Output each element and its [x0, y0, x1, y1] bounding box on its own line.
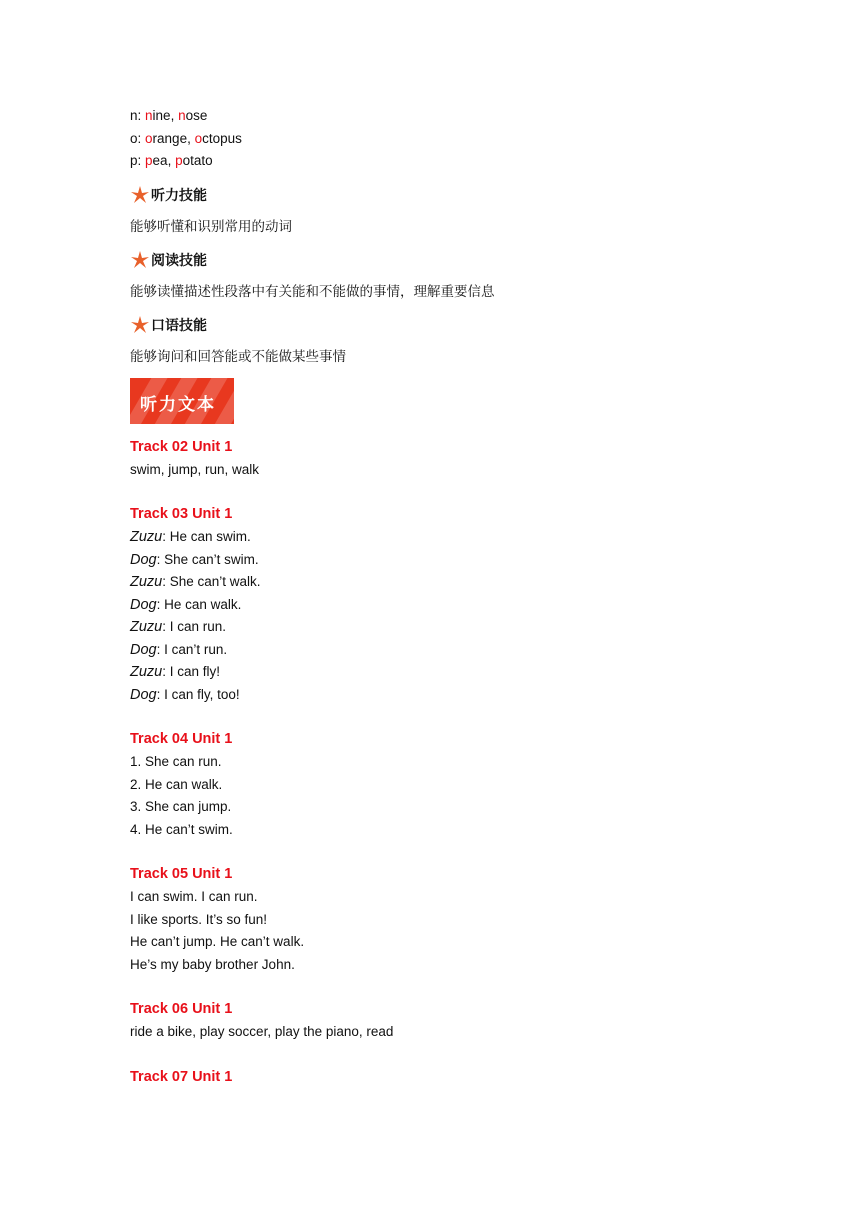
starfish-icon	[130, 315, 150, 335]
dialog-line: Dog: She can’t swim.	[130, 551, 259, 568]
track-line: 4. He can’t swim.	[130, 821, 233, 837]
skill-title: 口语技能	[151, 316, 207, 333]
listening-text-banner	[130, 378, 234, 424]
skill-title: 听力技能	[151, 186, 207, 203]
track-line: ride a bike, play soccer, play the piano, read	[130, 1024, 394, 1039]
skill-heading-reading	[130, 248, 810, 272]
track-line: I like sports. It’s so fun!	[130, 911, 268, 927]
dialog-line: Zuzu: I can run.	[130, 619, 227, 635]
track-title: Track 06 Unit 1	[130, 1001, 233, 1017]
track-title: Track 03 Unit 1	[130, 506, 233, 522]
dialog-line: Dog: I can fly, too!	[130, 686, 240, 703]
dialog-line: Dog: I can’t run.	[130, 641, 228, 658]
phonics-line-n: n: nine, nose	[130, 108, 208, 123]
skill-heading-listening	[130, 183, 810, 207]
track-line: He can’t jump. He can’t walk.	[130, 934, 305, 949]
skill-description: 能够读懂描述性段落中有关能和不能做的事情，理解重要信息	[130, 283, 495, 299]
dialog-line: Zuzu: I can fly!	[130, 664, 221, 680]
track-line: 1. She can run.	[130, 754, 222, 769]
phonics-line-o: o: orange, octopus	[130, 130, 242, 146]
skill-description: 能够询问和回答能或不能做某些事情	[130, 348, 346, 364]
banner-text: 听力文本	[140, 394, 216, 415]
track-line: I can swim. I can run.	[130, 889, 258, 904]
track-line: swim, jump, run, walk	[130, 461, 260, 477]
track-line: 2. He can walk.	[130, 776, 223, 792]
track-title: Track 05 Unit 1	[130, 866, 233, 882]
skill-heading-speaking	[130, 313, 810, 337]
skill-description: 能够听懂和识别常用的动词	[130, 218, 292, 234]
track-line: 3. She can jump.	[130, 799, 232, 814]
skill-title: 阅读技能	[151, 251, 207, 268]
document-page	[130, 105, 810, 1089]
starfish-icon	[130, 250, 150, 270]
track-title: Track 04 Unit 1	[130, 731, 233, 747]
dialog-line: Zuzu: She can’t walk.	[130, 574, 261, 590]
phonics-line-p: p: pea, potato	[130, 153, 213, 168]
dialog-line: Dog: He can walk.	[130, 596, 242, 613]
track-line: He’s my baby brother John.	[130, 956, 295, 972]
dialog-line: Zuzu: He can swim.	[130, 529, 251, 545]
track-title: Track 02 Unit 1	[130, 438, 233, 455]
starfish-icon	[130, 185, 150, 205]
track-title: Track 07 Unit 1	[130, 1068, 233, 1085]
